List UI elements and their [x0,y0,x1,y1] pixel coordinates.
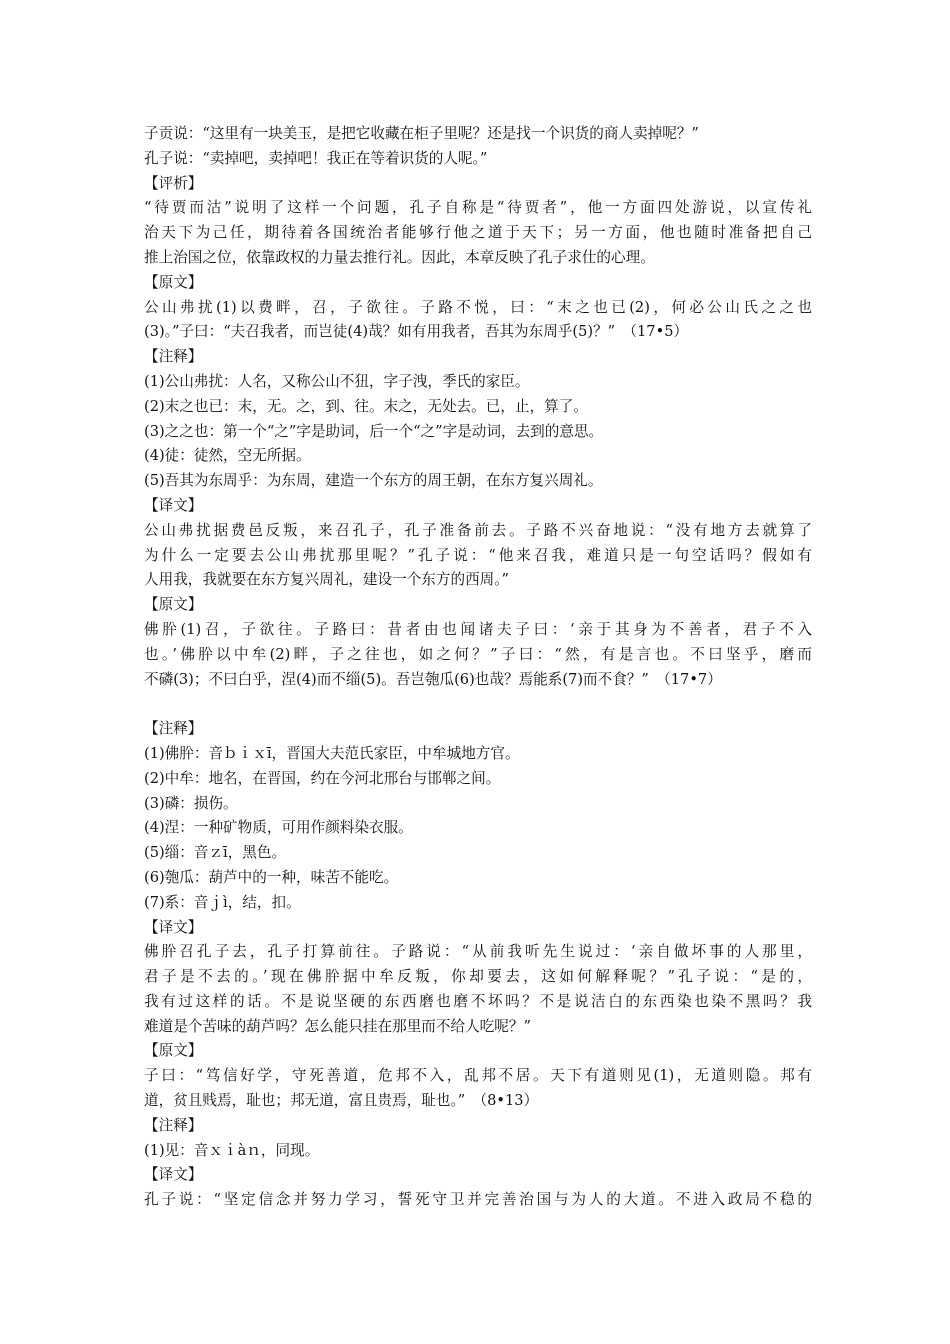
section-heading: 【原文】 [144,596,203,614]
text-line: (3)。”子曰：“夫召我者，而岂徒(4)哉？如有用我者，吾其为东周乎(5)？” （17•5） [144,323,689,341]
note-item: (1)见：音ｘｉàｎ，同现。 [144,1141,320,1159]
text-line: 道，贫且贱焉，耻也；邦无道，富且贵焉，耻也。” （8•13） [144,1092,539,1110]
note-item: (2)末之也已：末，无。之，到、往。末之，无处去。已，止，算了。 [144,397,588,415]
text-line: 子贡说：“这里有一块美玉，是把它收藏在柜子里呢？还是找一个识货的商人卖掉呢？” [144,125,699,142]
text-line: 人用我，我就要在东方复兴周礼，建设一个东方的西周。” [144,571,510,589]
text-line: 不磷(3)；不曰白乎，涅(4)而不缁(5)。吾岂匏瓜(6)也哉？焉能系(7)而不食？” （17•7） [144,670,722,688]
note-item: (1)佛肸：音ｂｉｘī，晋国大夫范氏家臣，中牟城地方官。 [144,744,520,762]
text-line: 孔子说：“坚定信念并努力学习，誓死守卫并完善治国与为人的大道。不进入政局不稳的 [144,1191,812,1209]
blank-line [144,692,812,717]
text-line: 子曰：“笃信好学，守死善道，危邦不入，乱邦不居。天下有道则见(1)，无道则隐。邦有 [144,1067,812,1085]
section-heading: 【译文】 [144,1166,203,1184]
text-line: 为什么一定要去公山弗扰那里呢？”孔子说：“他来召我，难道只是一句空话吗？假如有 [144,546,812,564]
section-heading: 【译文】 [144,496,203,514]
note-item: (4)涅：一种矿物质，可用作颜料染衣服。 [144,819,413,837]
text-line: “待贾而沽”说明了这样一个问题，孔子自称是“待贾者”，他一方面四处游说，以宣传礼 [144,199,812,217]
text-line: 难道是个苦味的葫芦吗？怎么能只挂在那里而不给人吃呢？” [144,1017,531,1035]
note-item: (7)系：音ｊì，结，扣。 [144,893,301,911]
note-item: (5)缁：音ｚī，黑色。 [144,844,287,862]
note-item: (3)磷：损伤。 [144,794,238,812]
note-item: (5)吾其为东周乎：为东周，建造一个东方的周王朝，在东方复兴周礼。 [144,472,603,490]
section-heading: 【注释】 [144,1116,203,1134]
text-line: 我有过这样的话。不是说坚硬的东西磨也磨不坏吗？不是说洁白的东西染也染不黑吗？我 [144,992,812,1010]
section-heading: 【原文】 [144,273,203,291]
text-line: 孔子说：“卖掉吧，卖掉吧！我正在等着识货的人呢。” [144,149,488,167]
text-line: 公山弗扰(1)以费畔，召，子欲往。子路不悦，曰：“末之也已(2)，何必公山氏之之也 [144,298,812,316]
text-line: 公山弗扰据费邑反叛，来召孔子，孔子准备前去。子路不兴奋地说：“没有地方去就算了 [144,521,812,539]
note-item: (1)公山弗扰：人名，又称公山不狃，字子洩，季氏的家臣。 [144,372,530,390]
text-line: 治天下为己任，期待着各国统治者能够行他之道于天下；另一方面，他也随时准备把自己 [144,224,812,242]
note-item: (3)之之也：第一个“之”字是助词，后一个“之”字是动词，去到的意思。 [144,422,604,440]
section-heading: 【原文】 [144,1042,203,1060]
text-line: 也。’佛肸以中牟(2)畔，子之往也，如之何？”子曰：“然，有是言也。不曰坚乎，磨而 [144,645,812,663]
text-line: 君子是不去的。’现在佛肸据中牟反叛，你却要去，这如何解释呢？”孔子说：“是的， [144,968,812,986]
text-line: 推上治国之位，依靠政权的力量去推行礼。因此，本章反映了孔子求仕的心理。 [144,248,655,266]
section-heading: 【评析】 [144,174,203,192]
section-heading: 【注释】 [144,348,203,366]
document-page [144,122,812,1213]
text-line: 佛肸(1)召，子欲往。子路曰：昔者由也闻诸夫子曰：‘亲于其身为不善者，君子不入 [144,620,812,638]
note-item: (2)中牟：地名，在晋国，约在今河北邢台与邯郸之间。 [144,769,501,787]
section-heading: 【译文】 [144,918,203,936]
note-item: (6)匏瓜：葫芦中的一种，味苦不能吃。 [144,868,399,886]
text-line: 佛肸召孔子去，孔子打算前往。子路说：“从前我听先生说过：‘亲自做坏事的人那里， [144,943,812,961]
note-item: (4)徒：徒然，空无所据。 [144,447,311,465]
section-heading: 【注释】 [144,720,203,738]
